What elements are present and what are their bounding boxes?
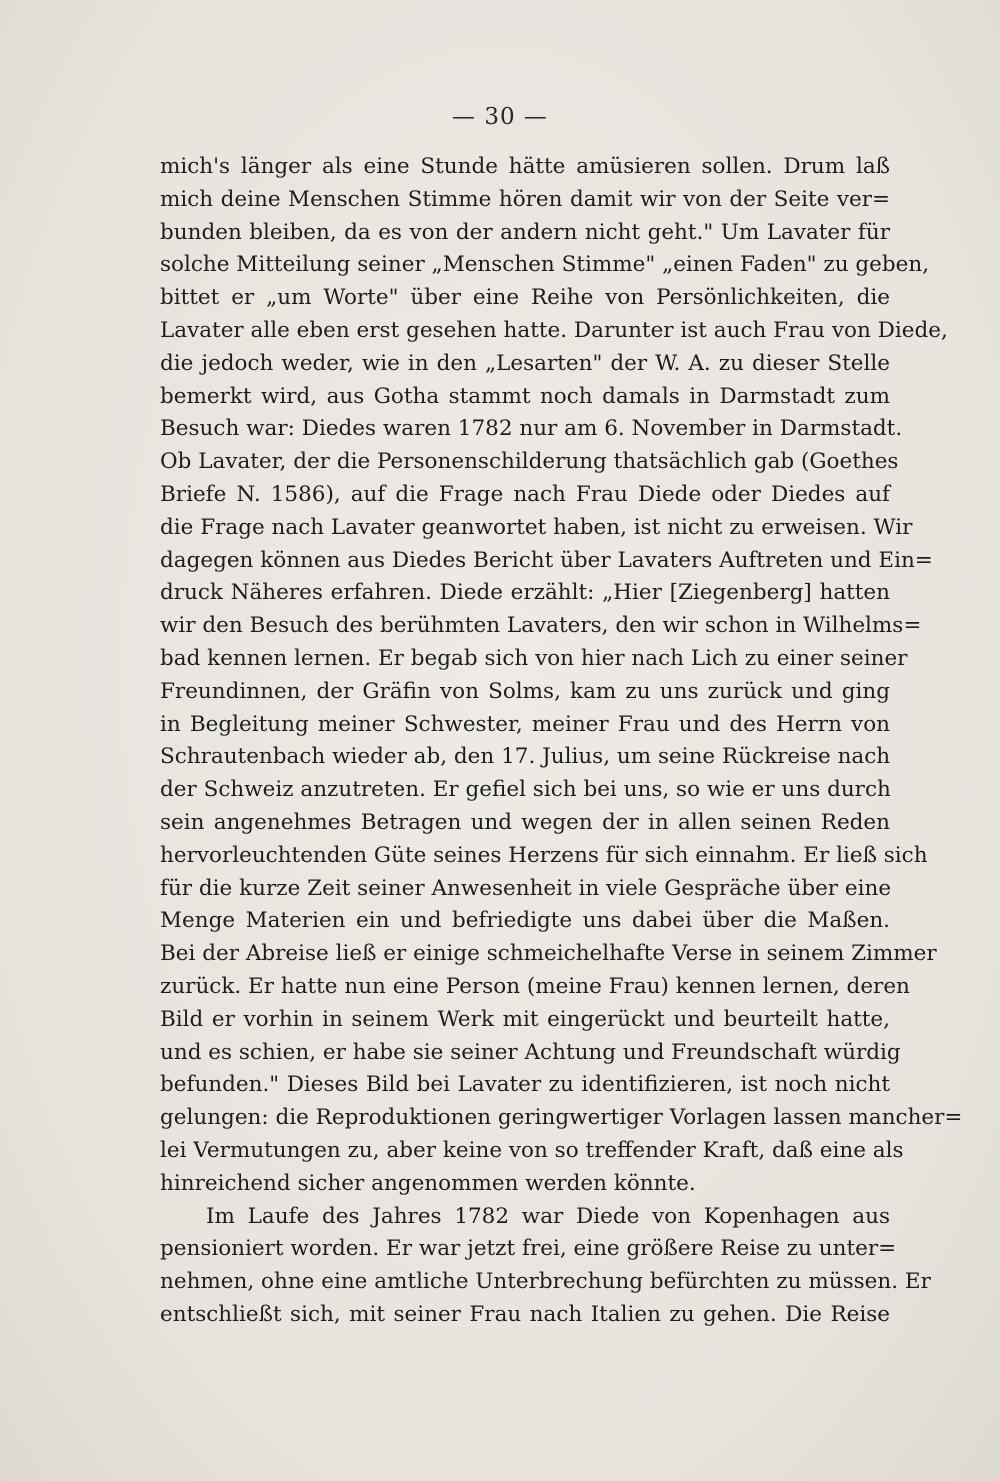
text-line: Schrautenbach wieder ab, den 17. Julius, um seine Rückreise nach bbox=[160, 744, 891, 770]
text-line: die Frage nach Lavater geanwortet haben, ist nicht zu erweisen. Wir bbox=[160, 514, 913, 540]
text-line: dagegen können aus Diedes Bericht über Lavaters Auftreten und Ein= bbox=[160, 547, 933, 573]
text-line: wir den Besuch des berühmten Lavaters, den wir schon in Wilhelms= bbox=[160, 613, 922, 639]
paragraph-1 bbox=[160, 151, 963, 1201]
text-line: in Begleitung meiner Schwester, meiner Frau und des Herrn von bbox=[160, 711, 890, 737]
text-line: bittet er „um Worte" über eine Reihe von Persönlichkeiten, die bbox=[160, 285, 890, 311]
text-line: hervorleuchtenden Güte seines Herzens für sich einnahm. Er ließ sich bbox=[160, 842, 928, 868]
text-line: Briefe N. 1586), auf die Frage nach Frau Diede oder Diedes auf bbox=[160, 481, 890, 507]
text-line: Bei der Abreise ließ er einige schmeichelhafte Verse in seinem Zimmer bbox=[160, 941, 937, 967]
text-line: gelungen: die Reproduktionen geringwertiger Vorlagen lassen mancher= bbox=[160, 1105, 963, 1131]
text-line: der Schweiz anzutreten. Er gefiel sich bei uns, so wie er uns durch bbox=[160, 777, 891, 803]
text-line: pensioniert worden. Er war jetzt frei, eine größere Reise zu unter= bbox=[160, 1236, 897, 1262]
text-line: Freundinnen, der Gräfin von Solms, kam zu uns zurück und ging bbox=[160, 678, 890, 704]
text-line: mich deine Menschen Stimme hören damit wir von der Seite ver= bbox=[160, 186, 890, 212]
text-line: sein angenehmes Betragen und wegen der in allen seinen Reden bbox=[160, 809, 890, 835]
text-line: Menge Materien ein und befriedigte uns dabei über die Maßen. bbox=[160, 908, 890, 934]
text-line: bad kennen lernen. Er begab sich von hier nach Lich zu einer seiner bbox=[160, 645, 908, 671]
text-line: Besuch war: Diedes waren 1782 nur am 6. November in Darmstadt. bbox=[160, 416, 903, 442]
text-line: hinreichend sicher angenommen werden könnte. bbox=[160, 1170, 696, 1196]
paragraph-2 bbox=[160, 1201, 931, 1332]
text-line: die jedoch weder, wie in den „Lesarten" der W. A. zu dieser Stelle bbox=[160, 350, 890, 376]
text-line: zurück. Er hatte nun eine Person (meine Frau) kennen lernen, deren bbox=[160, 973, 910, 999]
body-text bbox=[160, 151, 963, 1332]
text-line: und es schien, er habe sie seiner Achtung und Freundschaft würdig bbox=[160, 1039, 901, 1065]
text-line: solche Mitteilung seiner „Menschen Stimme" „einen Faden" zu geben, bbox=[160, 252, 930, 278]
text-line: bunden bleiben, da es von der andern nicht geht." Um Lavater für bbox=[160, 219, 890, 245]
text-line: entschließt sich, mit seiner Frau nach Italien zu gehen. Die Reise bbox=[160, 1301, 890, 1327]
text-line: lei Vermutungen zu, aber keine von so treffender Kraft, daß eine als bbox=[160, 1137, 904, 1163]
text-line: Ob Lavater, der die Personenschilderung thatsächlich gab (Goethes bbox=[160, 449, 899, 475]
text-line: mich's länger als eine Stunde hätte amüsieren sollen. Drum laß bbox=[160, 154, 890, 179]
text-line: Lavater alle eben erst gesehen hatte. Darunter ist auch Frau von Diede, bbox=[160, 317, 948, 343]
text-line: bemerkt wird, aus Gotha stammt noch damals in Darmstadt zum bbox=[160, 383, 890, 409]
text-line: befunden." Dieses Bild bei Lavater zu identifizieren, ist noch nicht bbox=[160, 1072, 890, 1098]
text-line: Im Laufe des Jahres 1782 war Diede von Kopenhagen aus bbox=[206, 1203, 890, 1229]
text-line: druck Näheres erfahren. Diede erzählt: „Hier [Ziegenberg] hatten bbox=[160, 580, 890, 606]
page-number: — 30 — bbox=[452, 104, 548, 130]
text-line: Bild er vorhin in seinem Werk mit eingerückt und beurteilt hatte, bbox=[160, 1006, 890, 1032]
text-line: für die kurze Zeit seiner Anwesenheit in viele Gespräche über eine bbox=[160, 875, 892, 901]
text-line: nehmen, ohne eine amtliche Unterbrechung befürchten zu müssen. Er bbox=[160, 1269, 931, 1295]
